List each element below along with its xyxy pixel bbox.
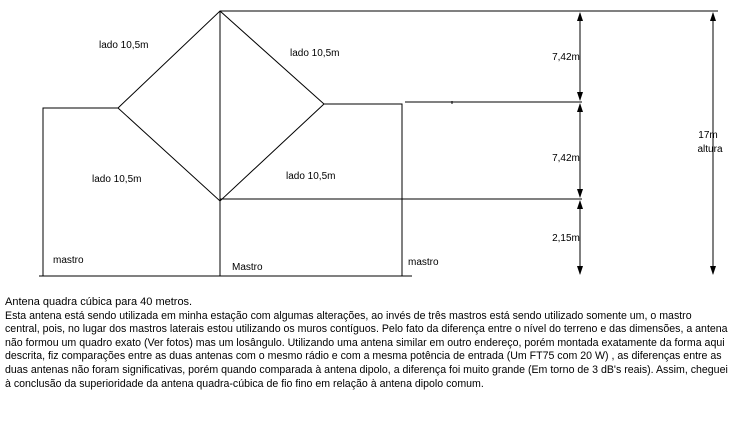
- side-label-upper-right: lado 10,5m: [290, 48, 340, 59]
- left-mast: [43, 108, 118, 276]
- caption: [5, 296, 729, 391]
- dimension-label-total-caption: altura: [697, 144, 723, 155]
- side-label-upper-left: lado 10,5m: [99, 40, 149, 51]
- caption-title: Antena quadra cúbica para 40 metros.: [5, 296, 193, 308]
- dimension-label-lower: 2,15m: [552, 233, 580, 244]
- dimension-label-upper: 7,42m: [552, 52, 580, 63]
- mast-label-left: mastro: [53, 255, 84, 266]
- right-mast: [324, 104, 402, 276]
- caption-body: Esta antena está sendo utilizada em minha estação com algumas alterações, ao invés de três mastros está sendo utilizado somente um, o mastro central, pois, no lugar dos mastros laterais estou utilizando os muros contíguos. Pelo fato da diferença entre o nível do terreno e das dimensões, a antena não formou um quadro exato (Ver fotos) mas um losângulo. Utilizando uma antena similar em outro endereço, porém montada exatamente da forma aqui descrita, fiz comparações entre as duas antenas com o mesmo rádio e com a mesma potência de entrada (Um FT75 com 20 W) , as diferenças entre as duas antenas não foram significativas, porém quando comparada à antena dipolo, a diferença foi muito grande (Em torno de 3 dB's reais). Assim, cheguei à conclusão da superioridade da antena quadra-cúbica de fio fino em relação à antena dipolo comum.: [5, 309, 728, 390]
- side-label-lower-right: lado 10,5m: [286, 171, 336, 182]
- dimension-label-middle: 7,42m: [552, 153, 580, 164]
- side-label-lower-left: lado 10,5m: [92, 174, 142, 185]
- mast-label-center: Mastro: [232, 262, 263, 273]
- dimension-label-total: 17m: [698, 130, 718, 141]
- mast-label-right: mastro: [408, 257, 439, 268]
